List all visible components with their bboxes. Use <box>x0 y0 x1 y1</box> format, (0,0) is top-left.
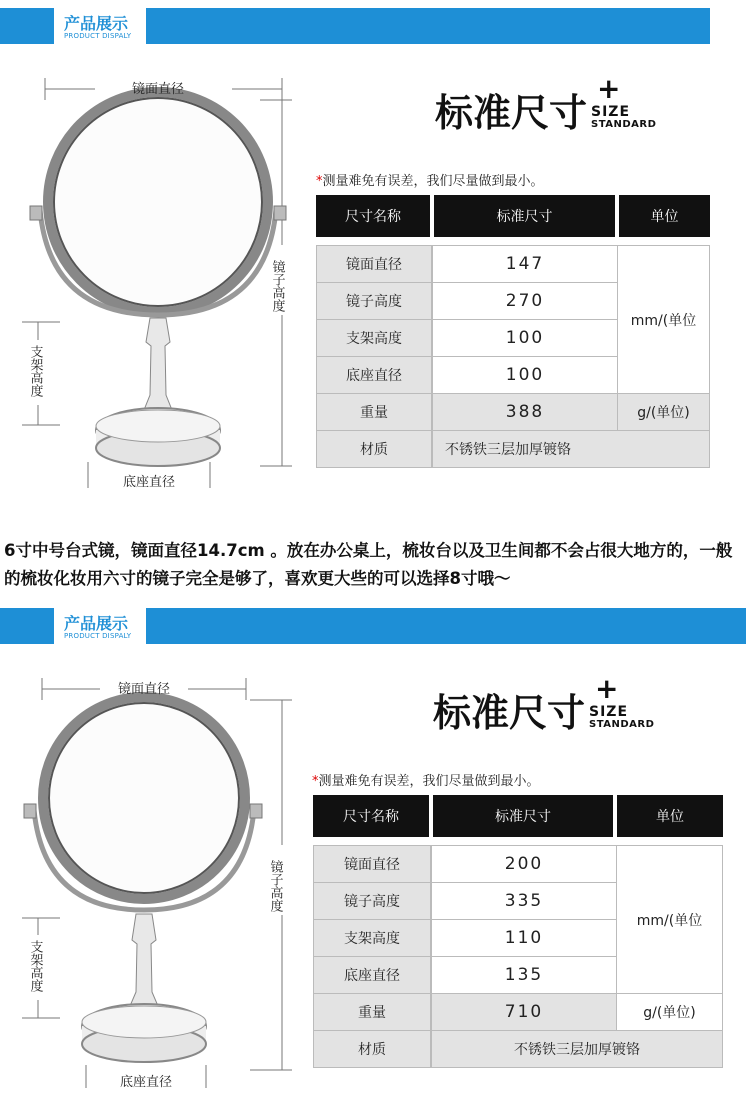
section-banner <box>0 8 710 44</box>
row-name: 底座直径 <box>316 356 432 394</box>
asterisk: * <box>312 774 319 789</box>
row-value: 110 <box>431 919 617 957</box>
label-mirror-diameter: 镜面直径 <box>131 82 185 97</box>
note-text: 测量难免有误差，我们尽量做到最小。 <box>318 774 540 789</box>
unit-mm: mm/(单位 <box>616 845 723 994</box>
label-mirror-height: 镜子高度 <box>269 260 285 312</box>
product-panel-8inch <box>0 600 750 1095</box>
header-name: 尺寸名称 <box>316 195 430 237</box>
row-name: 镜面直径 <box>316 245 432 283</box>
size-heading-main: 标准尺寸 <box>433 691 586 735</box>
label-mirror-height: 镜子高度 <box>267 860 283 912</box>
size-heading <box>433 672 673 742</box>
section-banner <box>0 608 746 644</box>
asterisk: * <box>316 174 323 189</box>
row-value: 270 <box>432 282 618 320</box>
size-heading-en1: SIZE <box>589 704 629 720</box>
banner-tag <box>54 608 146 644</box>
row-name: 重量 <box>316 393 432 431</box>
row-value: 388 <box>432 393 618 431</box>
label-mirror-diameter: 镜面直径 <box>117 682 171 697</box>
measurement-note <box>316 170 544 189</box>
note-text: 测量难免有误差，我们尽量做到最小。 <box>322 174 544 189</box>
header-name: 尺寸名称 <box>313 795 429 837</box>
header-standard: 标准尺寸 <box>433 795 613 837</box>
row-value: 200 <box>431 845 617 883</box>
material-name: 材质 <box>316 430 432 468</box>
unit-g: g/(单位) <box>616 993 723 1031</box>
banner-title: 产品展示 <box>64 614 129 633</box>
row-name: 镜子高度 <box>316 282 432 320</box>
product-description: 6寸中号台式镜，镜面直径14.7cm 。放在办公桌上，梳妆台以及卫生间都不会占很大地方的，一般的梳妆化妆用六寸的镜子完全是够了，喜欢更大些的可以选择8寸哦～ <box>4 541 733 588</box>
mirror-dimension-diagram <box>20 70 310 490</box>
material-name: 材质 <box>313 1030 431 1068</box>
size-heading-en2: STANDARD <box>591 119 657 130</box>
size-heading-en2: STANDARD <box>589 719 655 730</box>
table-header <box>316 195 710 237</box>
row-value: 147 <box>432 245 618 283</box>
label-stand-height: 支架高度 <box>27 940 43 992</box>
measurement-note <box>312 770 540 789</box>
row-value: 100 <box>432 356 618 394</box>
row-name: 镜子高度 <box>313 882 431 920</box>
banner-tag <box>54 8 146 44</box>
size-heading <box>435 72 675 142</box>
row-value: 100 <box>432 319 618 357</box>
banner-title: 产品展示 <box>64 14 129 33</box>
size-heading-en1: SIZE <box>591 104 631 120</box>
product-panel-6inch <box>0 0 750 495</box>
banner-subtitle: PRODUCT DISPALY <box>64 632 132 640</box>
row-value: 710 <box>431 993 617 1031</box>
plus-icon: + <box>595 672 619 705</box>
material-value: 不锈铁三层加厚镀铬 <box>432 430 710 468</box>
unit-mm: mm/(单位 <box>617 245 710 394</box>
label-stand-height: 支架高度 <box>27 345 43 397</box>
label-base-diameter: 底座直径 <box>122 475 176 490</box>
header-standard: 标准尺寸 <box>434 195 615 237</box>
row-name: 镜面直径 <box>313 845 431 883</box>
material-value: 不锈铁三层加厚镀铬 <box>431 1030 723 1068</box>
row-name: 底座直径 <box>313 956 431 994</box>
header-unit: 单位 <box>617 795 723 837</box>
plus-icon: + <box>597 72 621 105</box>
size-heading-main: 标准尺寸 <box>435 91 588 135</box>
mirror-dimension-diagram <box>20 670 310 1090</box>
table-header <box>313 795 723 837</box>
row-value: 135 <box>431 956 617 994</box>
row-name: 重量 <box>313 993 431 1031</box>
banner-subtitle: PRODUCT DISPALY <box>64 32 132 40</box>
row-name: 支架高度 <box>313 919 431 957</box>
header-unit: 单位 <box>619 195 710 237</box>
row-name: 支架高度 <box>316 319 432 357</box>
label-base-diameter: 底座直径 <box>119 1075 173 1090</box>
unit-g: g/(单位) <box>617 393 710 431</box>
row-value: 335 <box>431 882 617 920</box>
